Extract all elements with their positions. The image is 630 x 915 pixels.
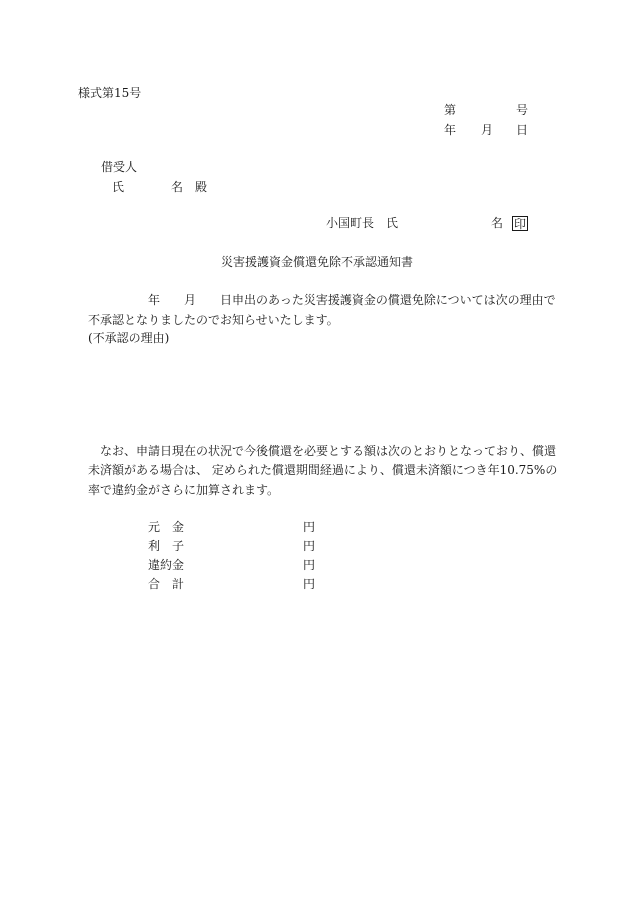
addressee-name-label-1: 氏 bbox=[112, 180, 125, 194]
application-year: 年 bbox=[148, 293, 161, 307]
form-number: 様式第15号 bbox=[78, 86, 142, 100]
amount-label-penalty: 違約金 bbox=[148, 558, 185, 572]
amount-label-total: 合 計 bbox=[148, 577, 185, 591]
paragraph1-line2: 不承認となりましたのでお知らせいたします。 bbox=[88, 313, 339, 327]
seal-mark bbox=[512, 216, 528, 231]
document-title: 災害援護資金償還免除不承認通知書 bbox=[221, 255, 414, 269]
seal-label: 印 bbox=[514, 217, 527, 231]
addressee-name-label-2: 名 bbox=[171, 180, 184, 194]
date-month: 月 bbox=[481, 123, 494, 137]
date-day: 日 bbox=[516, 123, 529, 137]
paragraph2-line2: 未済額がある場合は、 定められた償還期間経過により、償還未済額につき年10.75%の bbox=[88, 463, 558, 477]
amount-label-interest: 利 子 bbox=[148, 539, 185, 553]
amount-unit-total: 円 bbox=[303, 577, 316, 591]
paragraph1-line1: 日申出のあった災害援護資金の償還免除については次の理由で bbox=[220, 293, 556, 307]
amount-unit-principal: 円 bbox=[303, 520, 316, 534]
paragraph2-line1: なお、申請日現在の状況で今後償還を必要とする額は次のとおりとなっており、償還 bbox=[100, 444, 557, 458]
reason-heading: (不承認の理由) bbox=[88, 331, 170, 345]
amount-unit-penalty: 円 bbox=[303, 558, 316, 572]
number-prefix: 第 bbox=[444, 103, 457, 117]
addressee-title: 借受人 bbox=[101, 160, 138, 174]
amount-unit-interest: 円 bbox=[303, 539, 316, 553]
paragraph2-line3: 率で違約金がさらに加算されます。 bbox=[88, 483, 280, 497]
sender-name-label: 名 bbox=[491, 216, 504, 230]
date-year: 年 bbox=[444, 123, 457, 137]
application-month: 月 bbox=[184, 293, 197, 307]
number-suffix: 号 bbox=[516, 103, 529, 117]
addressee-honorific: 殿 bbox=[195, 180, 208, 194]
amount-label-principal: 元 金 bbox=[148, 520, 185, 534]
sender-title: 小国町長 氏 bbox=[326, 216, 399, 230]
